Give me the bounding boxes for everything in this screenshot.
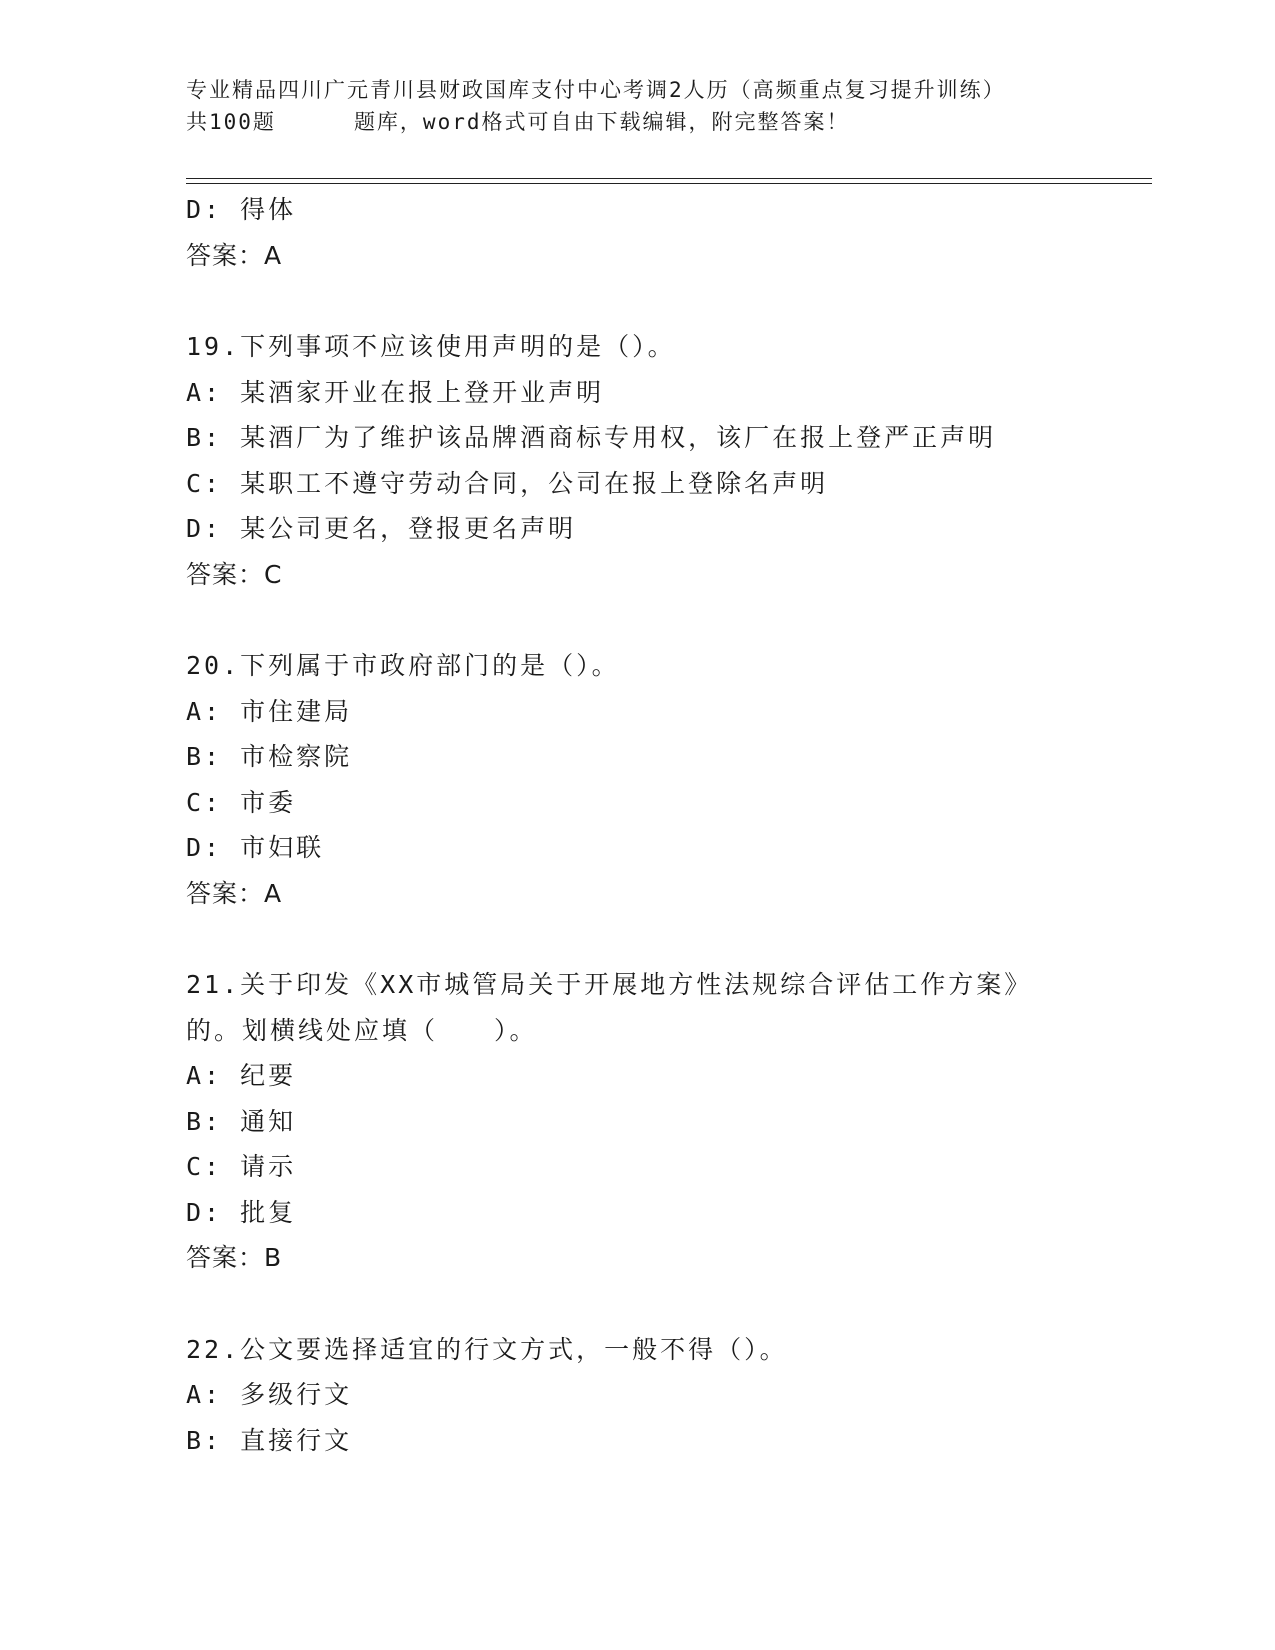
header-subtitle	[186, 106, 1086, 138]
option-b: B: 直接行文	[186, 1425, 353, 1455]
option-a: A: 多级行文	[186, 1380, 353, 1409]
option-b: B: 市检察院	[186, 742, 353, 771]
option-c: C: 请示	[186, 1152, 297, 1181]
option-b: B: 通知	[186, 1106, 297, 1136]
option-d: D: 批复	[186, 1197, 297, 1227]
answer: 答案：C	[186, 559, 283, 589]
header-rule-bottom	[186, 183, 1152, 184]
option-a: A: 某酒家开业在报上登开业声明	[186, 377, 605, 407]
question-stem: 19.下列事项不应该使用声明的是（）。	[186, 332, 676, 361]
header-description: 题库，word格式可自由下载编辑，附完整答案！	[353, 110, 850, 134]
header-question-count: 共100题	[186, 110, 276, 134]
question-21	[186, 962, 1146, 1281]
option-d: D: 某公司更名，登报更名声明	[186, 514, 577, 543]
option-d: D: 得体	[186, 195, 297, 224]
answer: 答案：A	[186, 240, 283, 270]
header-rule-top	[186, 178, 1152, 179]
question-19	[186, 324, 1146, 597]
question-stem-line-2: 的。划横线处应填（ ）。	[186, 1015, 538, 1045]
question-stem: 22.公文要选择适宜的行文方式，一般不得（）。	[186, 1334, 788, 1364]
option-b: B: 某酒厂为了维护该品牌酒商标专用权，该厂在报上登严正声明	[186, 423, 997, 452]
question-stem: 20.下列属于市政府部门的是（）。	[186, 651, 620, 680]
option-a: A: 纪要	[186, 1061, 297, 1090]
option-c: C: 市委	[186, 787, 297, 817]
answer: 答案：B	[186, 1243, 283, 1272]
option-d: D: 市妇联	[186, 833, 325, 862]
question-list	[186, 187, 1146, 1463]
option-a: A: 市住建局	[186, 696, 353, 726]
page-header	[186, 74, 1086, 138]
question-20	[186, 643, 1146, 916]
option-c: C: 某职工不遵守劳动合同，公司在报上登除名声明	[186, 468, 829, 498]
header-title: 专业精品四川广元青川县财政国库支付中心考调2人历（高频重点复习提升训练）	[186, 78, 1006, 102]
answer: 答案：A	[186, 878, 283, 908]
question-stem-line-1: 21.关于印发《XX市城管局关于开展地方性法规综合评估工作方案》	[186, 970, 1033, 999]
question-22	[186, 1327, 1146, 1464]
